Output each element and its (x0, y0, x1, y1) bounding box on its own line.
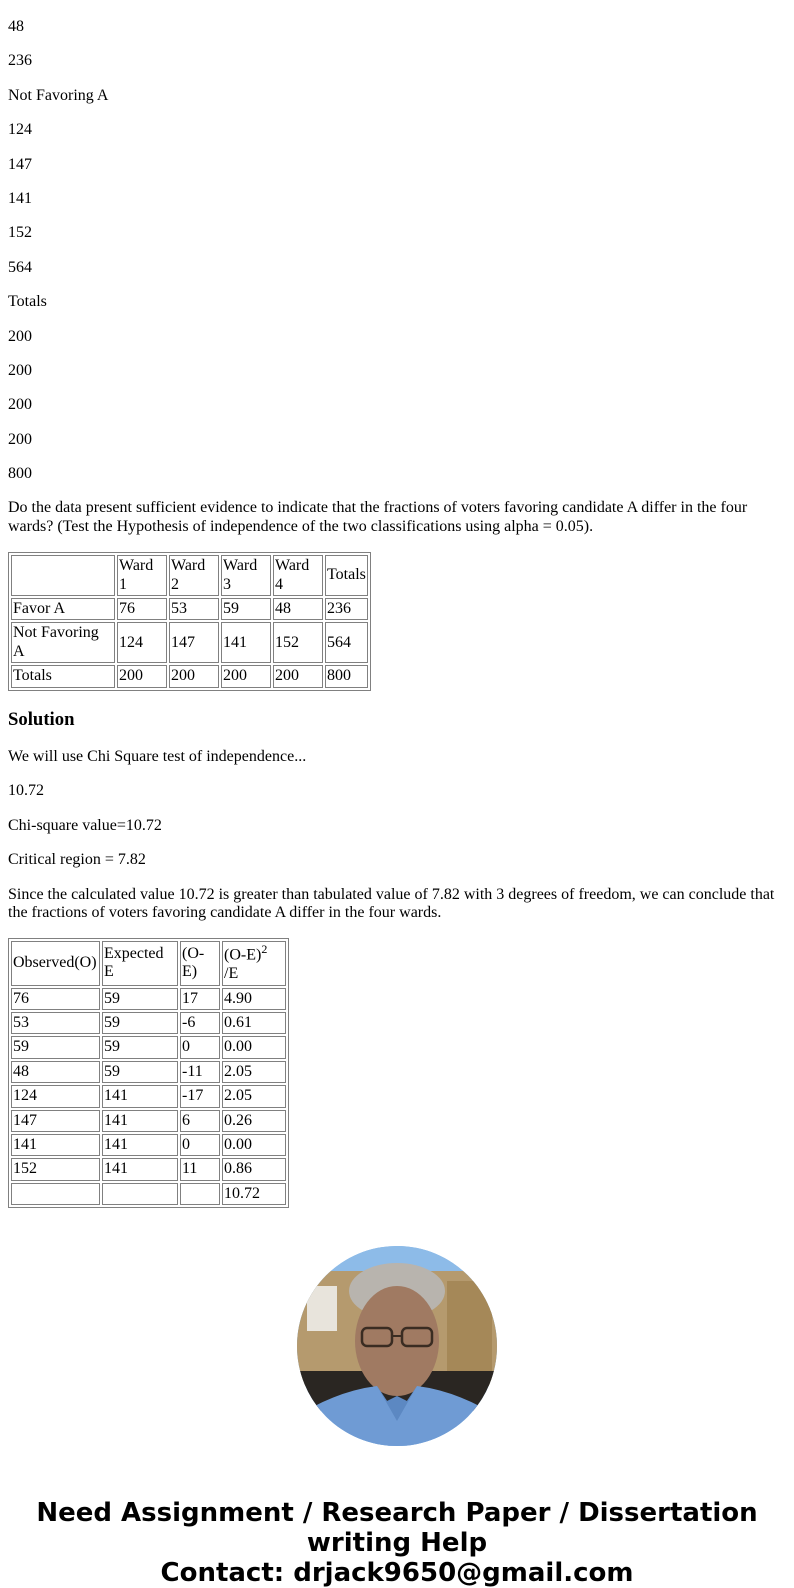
person-portrait-icon (297, 1246, 497, 1446)
table-cell: 53 (169, 598, 219, 620)
header-cell: Expected E (102, 941, 178, 985)
avatar (297, 1246, 497, 1446)
table-cell: 124 (117, 622, 167, 663)
table-cell: 564 (325, 622, 368, 663)
table-cell: Favor A (11, 598, 115, 620)
table-cell: 800 (325, 665, 368, 687)
table-cell: 141 (221, 622, 271, 663)
table-cell: 124 (11, 1085, 100, 1107)
table-cell: 6 (180, 1110, 220, 1132)
header-cell: Ward 1 (117, 555, 167, 596)
header-suffix: /E (224, 965, 239, 983)
table-cell (180, 1183, 220, 1205)
table-cell: 11 (180, 1158, 220, 1180)
table-cell: Not Favoring A (11, 622, 115, 663)
table-header-row (11, 941, 286, 985)
table-cell: 48 (11, 1061, 100, 1083)
table-cell: 59 (221, 598, 271, 620)
table-cell: 141 (102, 1158, 178, 1180)
table-cell (102, 1183, 178, 1205)
chi-square-text: Chi-square value=10.72 (8, 816, 162, 834)
table-cell: 59 (102, 988, 178, 1010)
table-cell: 141 (102, 1134, 178, 1156)
contingency-table (8, 552, 371, 690)
table-row (11, 622, 368, 663)
document-body (0, 18, 794, 1208)
table-cell: -11 (180, 1061, 220, 1083)
header-cell: Ward 3 (221, 555, 271, 596)
table-cell: 0.00 (222, 1036, 286, 1058)
table-cell: 59 (102, 1012, 178, 1034)
table-cell: 152 (273, 622, 323, 663)
table-cell: 53 (11, 1012, 100, 1034)
table-cell: 59 (102, 1036, 178, 1058)
header-cell: Ward 2 (169, 555, 219, 596)
table-cell: 200 (221, 665, 271, 687)
table-row (11, 1110, 286, 1132)
solution-heading: Solution (8, 708, 75, 730)
table-row (11, 598, 368, 620)
table-cell: 48 (273, 598, 323, 620)
method-text: We will use Chi Square test of independence... (8, 748, 307, 766)
table-total-row (11, 1183, 286, 1205)
intro-line: 152 (8, 224, 32, 242)
header-cell: Observed(O) (11, 941, 100, 985)
avatar-container (0, 1246, 794, 1446)
table-row (11, 1134, 286, 1156)
table-cell: 0.61 (222, 1012, 286, 1034)
table-row (11, 988, 286, 1010)
table-cell: 17 (180, 988, 220, 1010)
intro-line: 124 (8, 121, 32, 139)
table-cell: 152 (11, 1158, 100, 1180)
intro-line: 147 (8, 155, 32, 173)
table-cell: 200 (169, 665, 219, 687)
intro-line: Not Favoring A (8, 86, 109, 104)
intro-line: 800 (8, 465, 32, 483)
intro-line: 236 (8, 52, 32, 70)
table-row (11, 1061, 286, 1083)
table-cell: 0.86 (222, 1158, 286, 1180)
table-cell: 2.05 (222, 1061, 286, 1083)
header-exponent: 2 (261, 942, 268, 957)
table-cell: 236 (325, 598, 368, 620)
table-cell: 141 (11, 1134, 100, 1156)
intro-line: 141 (8, 189, 32, 207)
table-cell: 141 (102, 1110, 178, 1132)
promo-line-2: writing Help (306, 1528, 488, 1559)
table-row (11, 1158, 286, 1180)
conclusion-text: Since the calculated value 10.72 is greater than tabulated value of 7.82 with 3 degrees of freedom, we can conclude that the fractions of voters favoring candidate A differ in the four wards. (8, 885, 775, 922)
table-cell: 2.05 (222, 1085, 286, 1107)
critical-region-text: Critical region = 7.82 (8, 851, 146, 869)
table-cell: 76 (117, 598, 167, 620)
promo-line-1: Need Assignment / Research Paper / Dissertation (36, 1498, 758, 1529)
header-base: (O-E) (224, 946, 262, 964)
table-cell: 147 (169, 622, 219, 663)
table-row (11, 665, 368, 687)
header-cell (222, 941, 286, 985)
table-cell: 0 (180, 1134, 220, 1156)
table-cell: 4.90 (222, 988, 286, 1010)
intro-line: 200 (8, 396, 32, 414)
table-cell: 0 (180, 1036, 220, 1058)
table-cell: 147 (11, 1110, 100, 1132)
intro-line: 200 (8, 327, 32, 345)
promo-banner (0, 1498, 794, 1588)
table-cell: 59 (11, 1036, 100, 1058)
table-cell: 141 (102, 1085, 178, 1107)
table-header-row (11, 555, 368, 596)
table-cell: 10.72 (222, 1183, 286, 1205)
header-cell: Totals (325, 555, 368, 596)
intro-line: 564 (8, 258, 32, 276)
intro-line: 200 (8, 430, 32, 448)
table-cell: 200 (117, 665, 167, 687)
header-cell (11, 555, 115, 596)
table-cell: 76 (11, 988, 100, 1010)
promo-contact: Contact: drjack9650@gmail.com (160, 1558, 634, 1588)
table-cell: 59 (102, 1061, 178, 1083)
question-text: Do the data present sufficient evidence to indicate that the fractions of voters favoring candidate A differ in the four wards? (Test the Hypothesis of independence of the two classifications using alpha = 0.05). (8, 499, 748, 535)
table-cell: 0.26 (222, 1110, 286, 1132)
calculation-table (8, 938, 289, 1208)
table-cell: -17 (180, 1085, 220, 1107)
intro-line: 48 (8, 18, 24, 35)
table-row (11, 1085, 286, 1107)
table-cell: 0.00 (222, 1134, 286, 1156)
intro-line: 200 (8, 361, 32, 379)
table-cell: Totals (11, 665, 115, 687)
intro-line: Totals (8, 293, 47, 311)
table-cell: 200 (273, 665, 323, 687)
value-text: 10.72 (8, 782, 44, 800)
table-cell (11, 1183, 100, 1205)
intro-lines (8, 18, 786, 483)
table-row (11, 1036, 286, 1058)
header-cell: (O-E) (180, 941, 220, 985)
table-cell: -6 (180, 1012, 220, 1034)
header-cell: Ward 4 (273, 555, 323, 596)
table-row (11, 1012, 286, 1034)
